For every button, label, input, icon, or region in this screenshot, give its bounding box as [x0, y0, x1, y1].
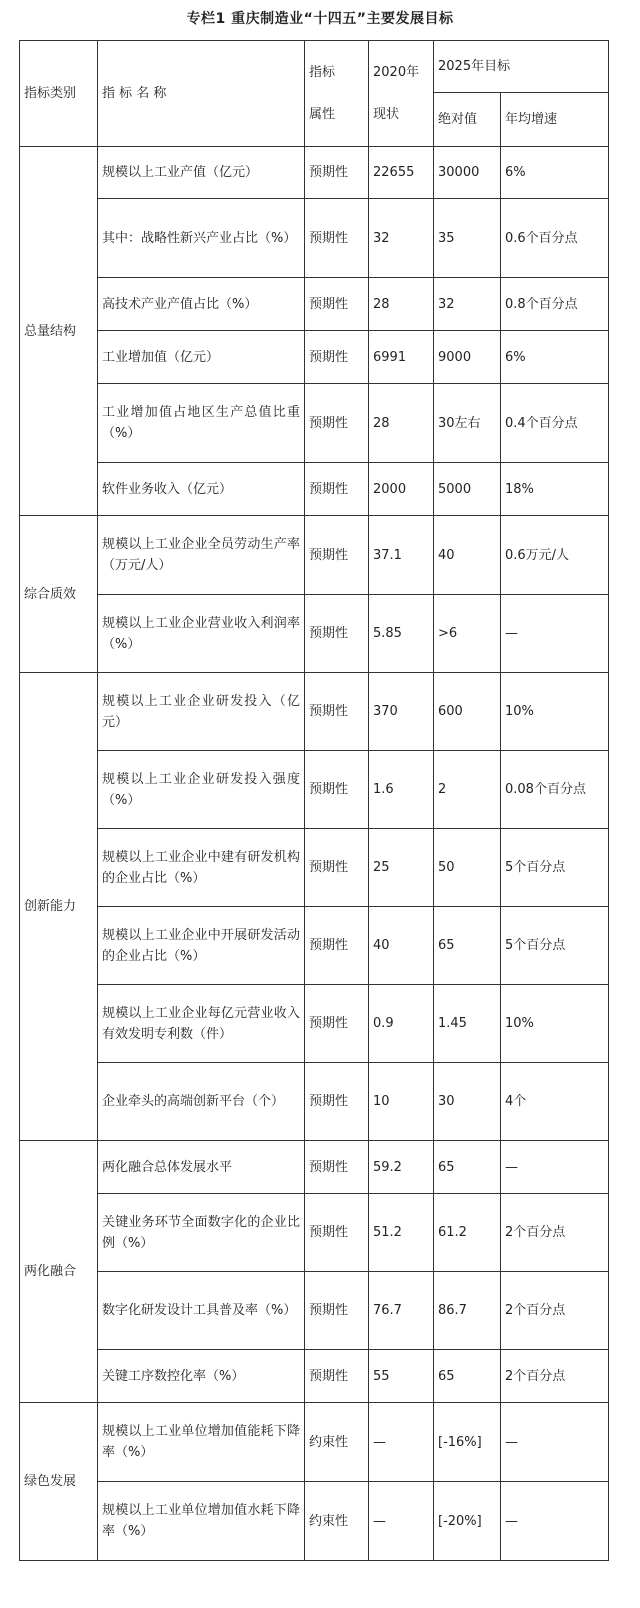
- indicator-name-cell: 关键工序数控化率（%）: [98, 1350, 305, 1403]
- category-cell: 两化融合: [20, 1141, 98, 1403]
- current-value-cell: 10: [369, 1063, 434, 1141]
- indicator-name-cell: 规模以上工业单位增加值水耗下降率（%）: [98, 1482, 305, 1561]
- indicator-name-cell: 两化融合总体发展水平: [98, 1141, 305, 1194]
- target-growth-cell: 0.6万元/人: [501, 516, 609, 595]
- table-row: [20, 384, 609, 463]
- target-growth-cell: 6%: [501, 147, 609, 199]
- category-cell: 绿色发展: [20, 1403, 98, 1561]
- target-absolute-cell: 32: [434, 278, 501, 331]
- current-value-cell: 1.6: [369, 751, 434, 829]
- target-absolute-cell: 65: [434, 1350, 501, 1403]
- indicator-attr-cell: 预期性: [305, 199, 369, 278]
- targets-table: [19, 40, 609, 1561]
- current-value-cell: 22655: [369, 147, 434, 199]
- target-growth-cell: 10%: [501, 673, 609, 751]
- target-absolute-cell: 35: [434, 199, 501, 278]
- indicator-attr-cell: 预期性: [305, 147, 369, 199]
- indicator-name-cell: 规模以上工业产值（亿元）: [98, 147, 305, 199]
- current-value-cell: 32: [369, 199, 434, 278]
- table-row: [20, 516, 609, 595]
- category-cell: 创新能力: [20, 673, 98, 1141]
- indicator-name-cell: 关键业务环节全面数字化的企业比例（%）: [98, 1194, 305, 1272]
- indicator-name-cell: 企业牵头的高端创新平台（个）: [98, 1063, 305, 1141]
- header-status: 2020年 现状: [369, 41, 434, 147]
- target-absolute-cell: 1.45: [434, 985, 501, 1063]
- indicator-attr-cell: 预期性: [305, 1194, 369, 1272]
- header-name: 指 标 名 称: [98, 41, 305, 147]
- target-growth-cell: —: [501, 1403, 609, 1482]
- indicator-attr-cell: 预期性: [305, 331, 369, 384]
- indicator-name-cell: 规模以上工业单位增加值能耗下降率（%）: [98, 1403, 305, 1482]
- current-value-cell: 2000: [369, 463, 434, 516]
- target-growth-cell: 5个百分点: [501, 829, 609, 907]
- indicator-name-cell: 其中：战略性新兴产业占比（%）: [98, 199, 305, 278]
- indicator-attr-cell: 预期性: [305, 463, 369, 516]
- indicator-attr-cell: 预期性: [305, 516, 369, 595]
- indicator-name-cell: 规模以上工业企业全员劳动生产率（万元/人）: [98, 516, 305, 595]
- target-growth-cell: 10%: [501, 985, 609, 1063]
- indicator-attr-cell: 预期性: [305, 673, 369, 751]
- table-row: [20, 1350, 609, 1403]
- category-cell: 总量结构: [20, 147, 98, 516]
- current-value-cell: 0.9: [369, 985, 434, 1063]
- target-absolute-cell: 65: [434, 907, 501, 985]
- current-value-cell: 6991: [369, 331, 434, 384]
- table-row: [20, 595, 609, 673]
- table-row: [20, 147, 609, 199]
- indicator-attr-cell: 约束性: [305, 1403, 369, 1482]
- current-value-cell: 28: [369, 384, 434, 463]
- table-row: [20, 1063, 609, 1141]
- current-value-cell: 25: [369, 829, 434, 907]
- table-row: [20, 278, 609, 331]
- header-target-group: 2025年目标: [434, 41, 609, 93]
- target-growth-cell: 5个百分点: [501, 907, 609, 985]
- indicator-name-cell: 规模以上工业企业研发投入（亿元）: [98, 673, 305, 751]
- target-growth-cell: 4个: [501, 1063, 609, 1141]
- table-row: [20, 1482, 609, 1561]
- indicator-name-cell: 高技术产业产值占比（%）: [98, 278, 305, 331]
- indicator-attr-cell: 预期性: [305, 1350, 369, 1403]
- table-row: [20, 829, 609, 907]
- target-absolute-cell: 65: [434, 1141, 501, 1194]
- indicator-name-cell: 数字化研发设计工具普及率（%）: [98, 1272, 305, 1350]
- current-value-cell: —: [369, 1482, 434, 1561]
- table-row: [20, 1272, 609, 1350]
- target-absolute-cell: 40: [434, 516, 501, 595]
- target-growth-cell: 2个百分点: [501, 1350, 609, 1403]
- header-attr: 指标 属性: [305, 41, 369, 147]
- target-absolute-cell: 50: [434, 829, 501, 907]
- target-growth-cell: —: [501, 1482, 609, 1561]
- header-absolute: 绝对值: [434, 93, 501, 147]
- indicator-attr-cell: 预期性: [305, 985, 369, 1063]
- target-absolute-cell: 9000: [434, 331, 501, 384]
- target-growth-cell: 0.6个百分点: [501, 199, 609, 278]
- table-caption: 专栏1 重庆制造业“十四五”主要发展目标: [186, 11, 454, 27]
- target-absolute-cell: 30左右: [434, 384, 501, 463]
- table-row: [20, 1403, 609, 1482]
- indicator-attr-cell: 预期性: [305, 751, 369, 829]
- indicator-name-cell: 规模以上工业企业中建有研发机构的企业占比（%）: [98, 829, 305, 907]
- current-value-cell: 55: [369, 1350, 434, 1403]
- indicator-name-cell: 规模以上工业企业每亿元营业收入有效发明专利数（件）: [98, 985, 305, 1063]
- header-category: 指标类别: [20, 41, 98, 147]
- table-row: [20, 985, 609, 1063]
- target-growth-cell: 2个百分点: [501, 1194, 609, 1272]
- target-absolute-cell: 61.2: [434, 1194, 501, 1272]
- indicator-attr-cell: 约束性: [305, 1482, 369, 1561]
- indicator-name-cell: 规模以上工业企业营业收入利润率（%）: [98, 595, 305, 673]
- target-absolute-cell: 2: [434, 751, 501, 829]
- indicator-name-cell: 规模以上工业企业研发投入强度（%）: [98, 751, 305, 829]
- indicator-name-cell: 工业增加值（亿元）: [98, 331, 305, 384]
- table-row: [20, 1194, 609, 1272]
- current-value-cell: 40: [369, 907, 434, 985]
- indicator-attr-cell: 预期性: [305, 595, 369, 673]
- target-absolute-cell: 86.7: [434, 1272, 501, 1350]
- indicator-attr-cell: 预期性: [305, 829, 369, 907]
- target-absolute-cell: 600: [434, 673, 501, 751]
- target-growth-cell: 0.8个百分点: [501, 278, 609, 331]
- target-absolute-cell: 30000: [434, 147, 501, 199]
- header-growth: 年均增速: [501, 93, 609, 147]
- current-value-cell: —: [369, 1403, 434, 1482]
- current-value-cell: 51.2: [369, 1194, 434, 1272]
- target-absolute-cell: [-20%]: [434, 1482, 501, 1561]
- table-row: [20, 1141, 609, 1194]
- indicator-attr-cell: 预期性: [305, 384, 369, 463]
- current-value-cell: 76.7: [369, 1272, 434, 1350]
- current-value-cell: 5.85: [369, 595, 434, 673]
- target-growth-cell: —: [501, 595, 609, 673]
- indicator-name-cell: 软件业务收入（亿元）: [98, 463, 305, 516]
- table-row: [20, 463, 609, 516]
- current-value-cell: 370: [369, 673, 434, 751]
- target-growth-cell: 0.4个百分点: [501, 384, 609, 463]
- indicator-attr-cell: 预期性: [305, 278, 369, 331]
- indicator-name-cell: 工业增加值占地区生产总值比重（%）: [98, 384, 305, 463]
- target-absolute-cell: [-16%]: [434, 1403, 501, 1482]
- category-cell: 综合质效: [20, 516, 98, 673]
- target-absolute-cell: 5000: [434, 463, 501, 516]
- table-row: [20, 331, 609, 384]
- current-value-cell: 28: [369, 278, 434, 331]
- header-row: [20, 41, 609, 93]
- target-growth-cell: 2个百分点: [501, 1272, 609, 1350]
- table-row: [20, 199, 609, 278]
- target-growth-cell: 6%: [501, 331, 609, 384]
- indicator-attr-cell: 预期性: [305, 907, 369, 985]
- indicator-name-cell: 规模以上工业企业中开展研发活动的企业占比（%）: [98, 907, 305, 985]
- indicator-attr-cell: 预期性: [305, 1063, 369, 1141]
- table-row: [20, 907, 609, 985]
- target-absolute-cell: >6: [434, 595, 501, 673]
- current-value-cell: 59.2: [369, 1141, 434, 1194]
- table-row: [20, 751, 609, 829]
- current-value-cell: 37.1: [369, 516, 434, 595]
- target-growth-cell: 18%: [501, 463, 609, 516]
- indicator-attr-cell: 预期性: [305, 1272, 369, 1350]
- target-growth-cell: 0.08个百分点: [501, 751, 609, 829]
- target-absolute-cell: 30: [434, 1063, 501, 1141]
- target-growth-cell: —: [501, 1141, 609, 1194]
- indicator-attr-cell: 预期性: [305, 1141, 369, 1194]
- table-row: [20, 673, 609, 751]
